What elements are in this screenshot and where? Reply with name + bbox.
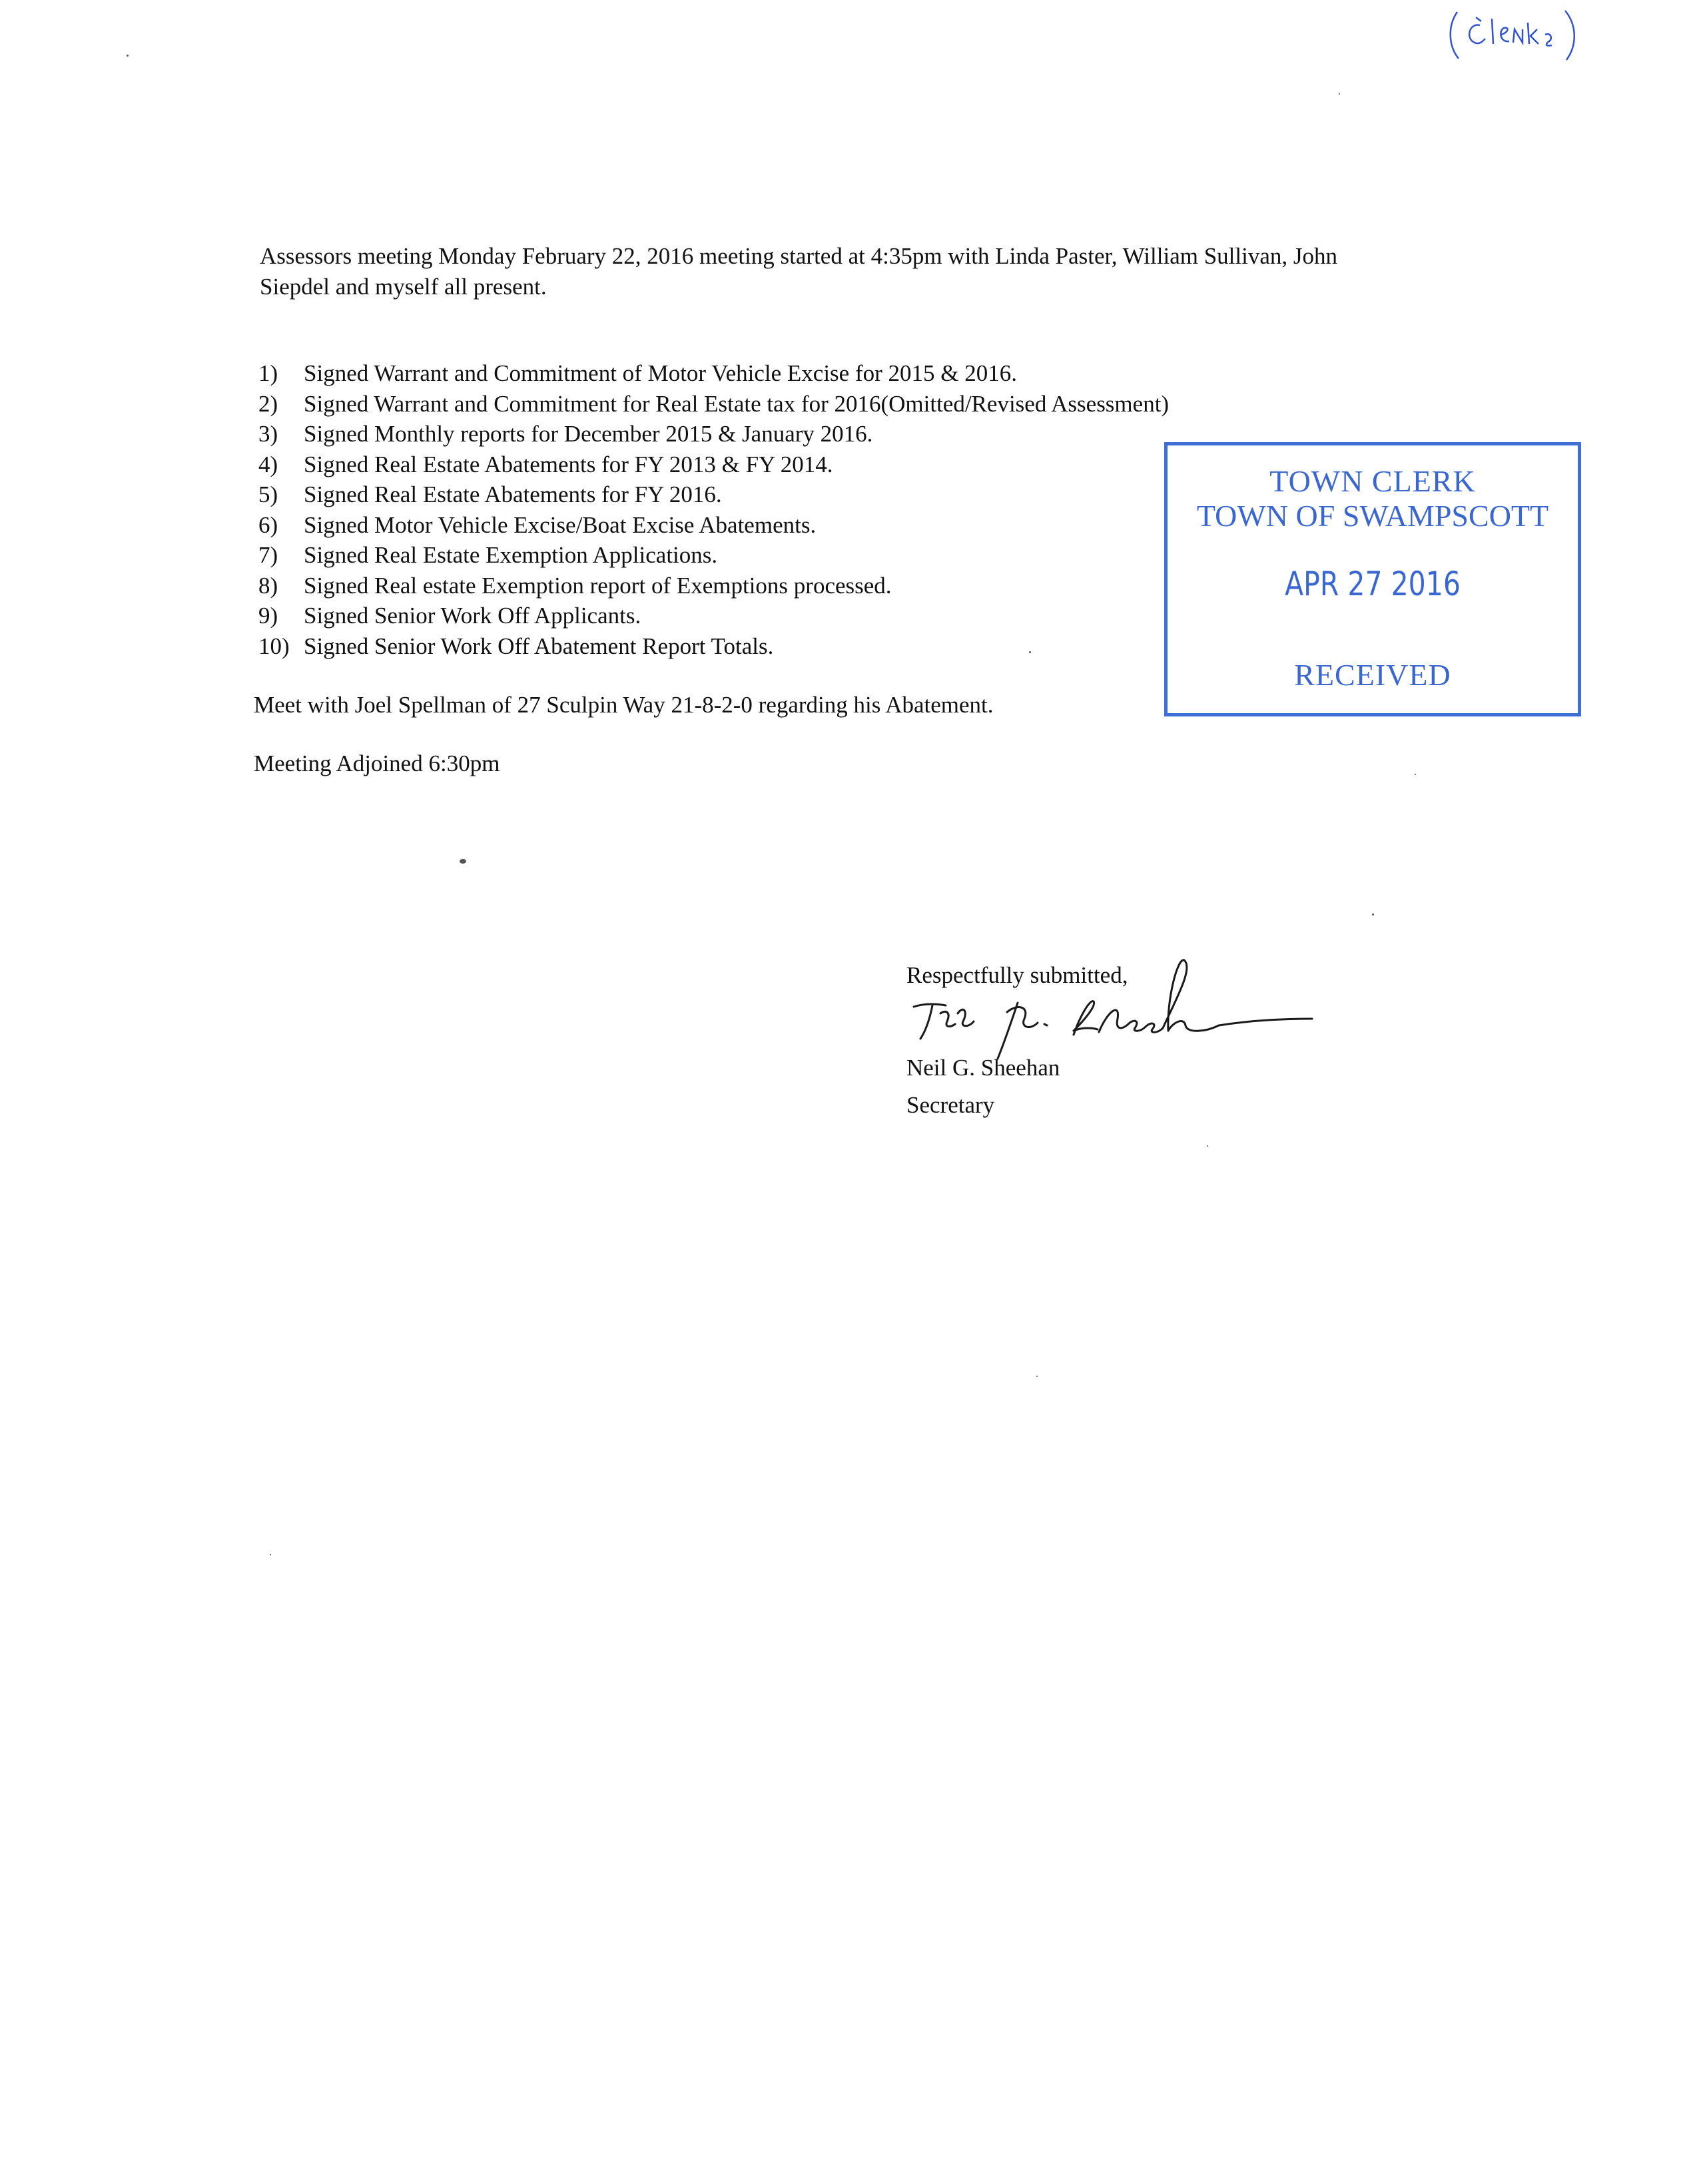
item-number: 6) <box>258 511 278 538</box>
scan-speck <box>127 55 129 57</box>
item-text: Signed Real Estate Exemption Applications. <box>304 542 718 568</box>
meeting-intro: Assessors meeting Monday February 22, 2016 meeting started at 4:35pm with Linda Paster, William Sullivan, John Siepdel and myself all present. <box>260 243 1337 300</box>
item-text: Signed Senior Work Off Applicants. <box>304 603 641 629</box>
scan-speck <box>1372 914 1374 916</box>
scan-speck <box>1036 1376 1038 1377</box>
margin-note-text: (clerks) <box>1445 5 1448 6</box>
item-number: 7) <box>258 542 278 568</box>
scan-speck <box>1415 774 1416 775</box>
item-number: 5) <box>258 481 278 507</box>
item-text: Signed Warrant and Commitment for Real Estate tax for 2016(Omitted/Revised Assessment) <box>304 390 1170 417</box>
stamp-status: RECEIVED <box>1294 658 1451 692</box>
item-text: Signed Warrant and Commitment of Motor Vehicle Excise for 2015 & 2016. <box>304 360 1017 386</box>
item-number: 8) <box>258 572 278 599</box>
received-stamp <box>1164 442 1581 716</box>
stamp-line-town-name: TOWN OF SWAMPSCOTT <box>1196 499 1549 533</box>
meeting-note: Meet with Joel Spellman of 27 Sculpin Way 21-8-2-0 regarding his Abatement. <box>254 692 994 718</box>
adjourned-note: Meeting Adjoined 6:30pm <box>254 750 500 776</box>
signer-title: Secretary <box>906 1092 995 1118</box>
closing-line: Respectfully submitted, <box>906 962 1128 988</box>
item-number: 2) <box>258 390 278 417</box>
item-number: 4) <box>258 451 278 477</box>
signer-name: Neil G. Sheehan <box>906 1055 1060 1081</box>
scan-speck <box>1207 1145 1208 1147</box>
signer-block <box>906 1049 1060 1124</box>
item-number: 9) <box>258 603 278 629</box>
item-text: Signed Real Estate Abatements for FY 2016. <box>304 481 722 507</box>
item-text: Signed Real estate Exemption report of Exemptions processed. <box>304 572 892 599</box>
stamp-date: APR 27 2016 <box>1285 565 1461 603</box>
item-number: 3) <box>258 421 278 447</box>
list-item <box>258 358 1391 389</box>
list-item <box>258 389 1391 419</box>
scan-speck <box>1339 93 1340 95</box>
scan-speck <box>460 859 466 864</box>
item-number: 10) <box>258 633 290 659</box>
scan-speck <box>270 1554 271 1555</box>
item-text: Signed Motor Vehicle Excise/Boat Excise Abatements. <box>304 511 817 538</box>
item-text: Signed Senior Work Off Abatement Report Totals. <box>304 633 774 659</box>
item-number: 1) <box>258 360 278 386</box>
item-text: Signed Real Estate Abatements for FY 2013 & FY 2014. <box>304 451 833 477</box>
stamp-line-town-clerk: TOWN CLERK <box>1269 464 1476 498</box>
handwritten-margin-note <box>1445 5 1592 65</box>
scan-speck <box>1029 651 1031 653</box>
signature-text: Neil G. Sheehan <box>899 952 904 953</box>
item-text: Signed Monthly reports for December 2015 & January 2016. <box>304 421 873 447</box>
